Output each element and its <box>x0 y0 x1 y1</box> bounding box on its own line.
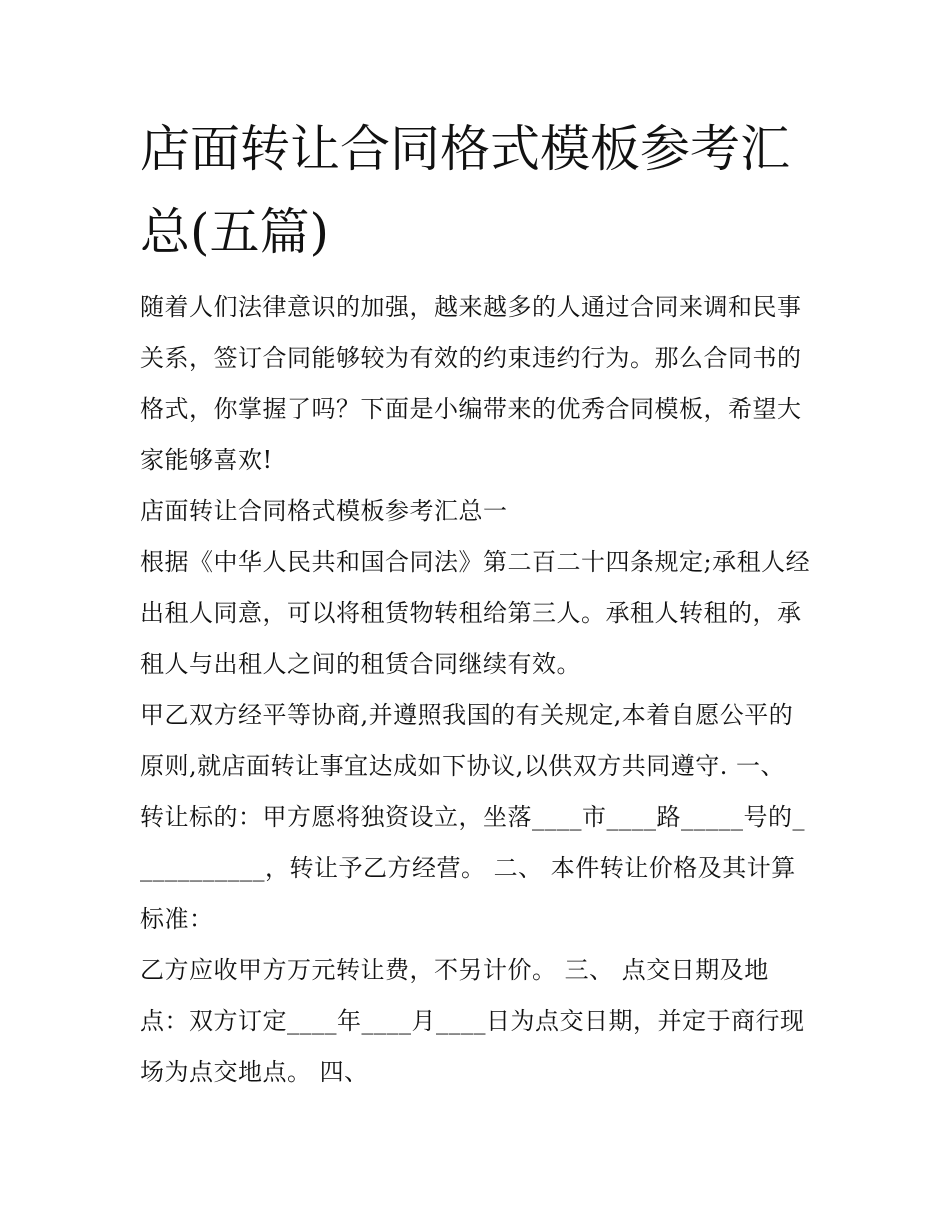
legal-basis-paragraph: 根据《中华人民共和国合同法》第二百二十四条规定;承租人经出租人同意，可以将租赁物转租给第三人。承租人转租的，承租人与出租人之间的租赁合同继续有效。 <box>140 548 811 678</box>
agreement-paragraph: 甲乙双方经平等协商,并遵照我国的有关规定,本着自愿公平的原则,就店面转让事宜达成如下协议,以供双方共同遵守. 一、 转让标的：甲方愿将独资设立，坐落____市____路_____号的___________，转让予乙方经营。 二、 本件转让价格及其计算标准： <box>140 701 805 933</box>
intro-paragraph: 随着人们法律意识的加强，越来越多的人通过合同来调和民事关系，签订合同能够较为有效的约束违约行为。那么合同书的格式，你掌握了吗？下面是小编带来的优秀合同模板，希望大家能够喜欢! <box>140 293 802 474</box>
document-title: 店面转让合同格式模板参考汇总(五篇) <box>140 120 790 261</box>
price-handover-paragraph: 乙方应收甲方万元转让费，不另计价。 三、 点交日期及地点：双方订定____年____月____日为点交日期，并定于商行现场为点交地点。 四、 <box>140 956 805 1086</box>
section-heading: 店面转让合同格式模板参考汇总一 <box>140 497 508 525</box>
document-page <box>140 108 815 1098</box>
